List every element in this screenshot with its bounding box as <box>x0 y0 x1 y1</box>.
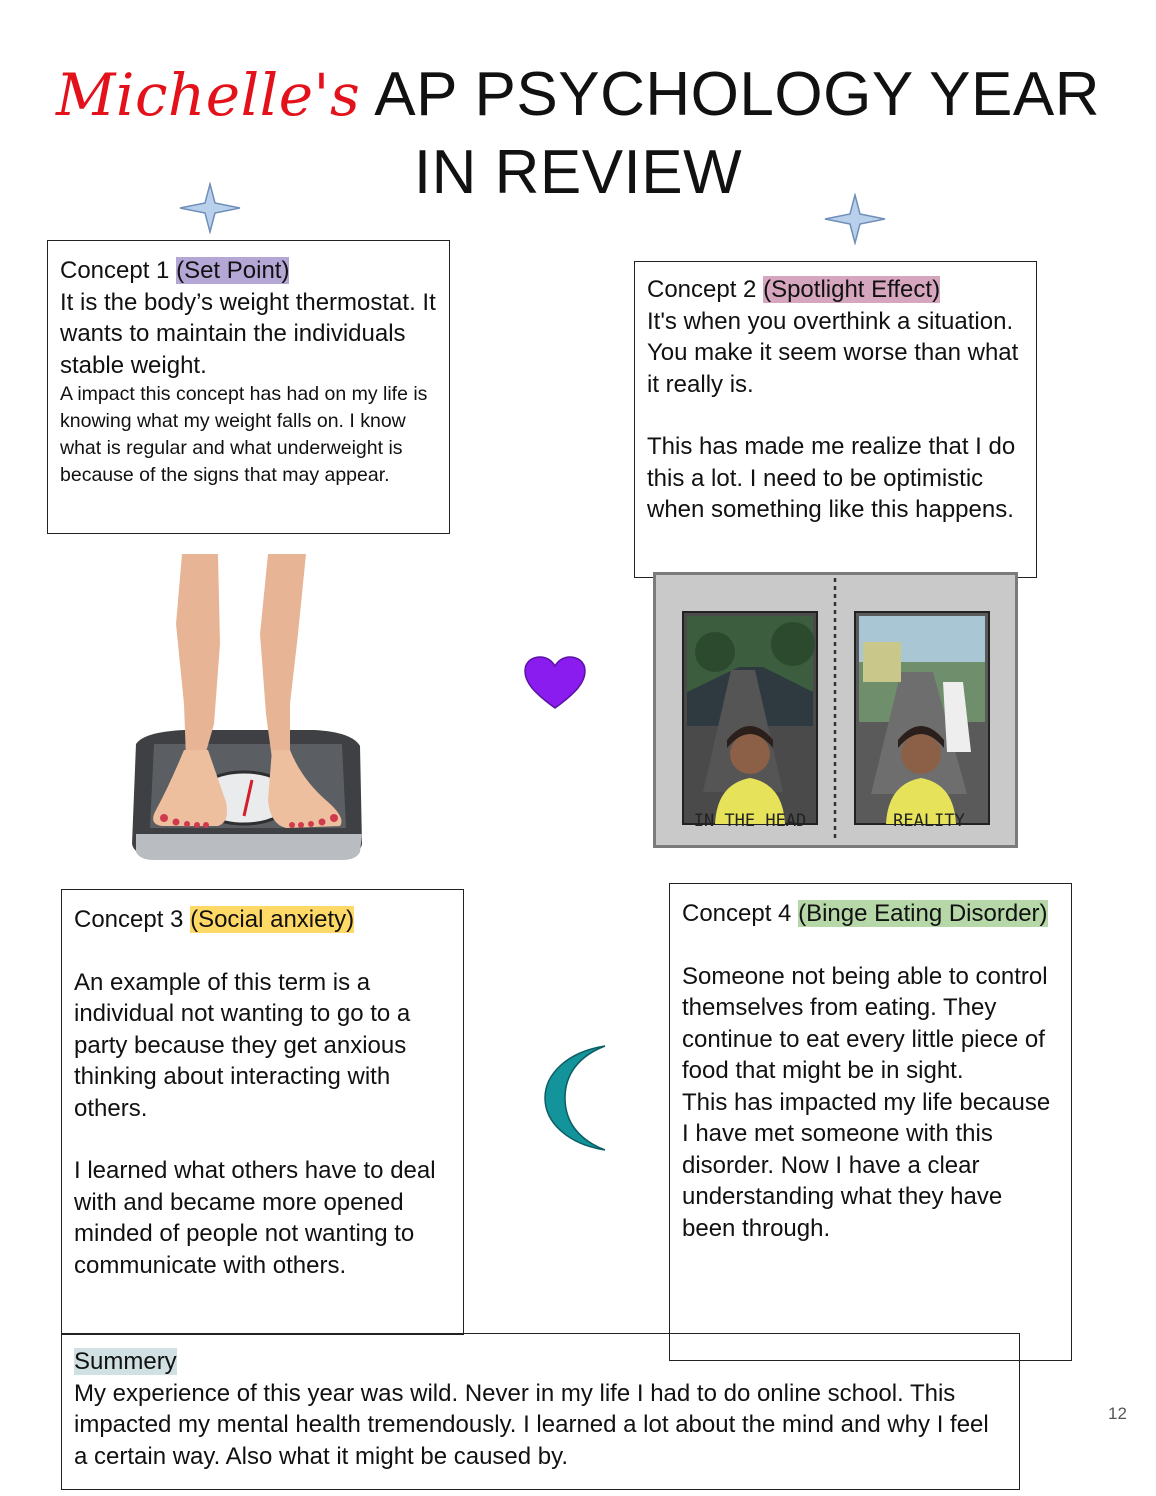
page-number: 12 <box>1108 1404 1127 1423</box>
concept-4-definition: Someone not being able to control themselves from eating. They continue to eat every little piece of food that might be in sight. <box>682 962 1048 1084</box>
star-icon <box>823 193 887 245</box>
concept-3-example: An example of this term is a individual not wanting to go to a party because they get anxious thinking about interacting with others. <box>74 968 411 1122</box>
concept-1-term: (Set Point) <box>176 257 290 284</box>
concept-1-definition: It is the body’s weight thermostat. It wants to maintain the individuals stable weight. <box>60 288 436 379</box>
concept-4-term: (Binge Eating Disorder) <box>798 900 1048 927</box>
concept-4-label: Concept 4 <box>682 900 792 927</box>
concept-1-box <box>47 240 450 534</box>
concept-2-label: Concept 2 <box>647 276 757 303</box>
concept-2-definition: It's when you overthink a situation. You make it seem worse than what it really is. <box>647 307 1019 398</box>
concept-2-box <box>634 261 1037 578</box>
summary-text: My experience of this year was wild. Never in my life I had to do online school. This impacted my mental health tremendously. I learned a lot about the mind and why I feel a certain way. Also what it might be caused by. <box>74 1379 989 1470</box>
title-line2: IN REVIEW <box>413 138 743 207</box>
summary-box <box>61 1333 1020 1490</box>
comic-right-caption: REALITY <box>893 811 965 831</box>
moon-icon <box>543 1044 609 1152</box>
concept-1-impact: A impact this concept has had on my life is knowing what my weight falls on. I know what is regular and what underweight is because of the signs that may appear. <box>60 383 428 486</box>
summary-label: Summery <box>74 1348 177 1375</box>
spotlight-comic-image <box>653 572 1018 848</box>
concept-3-term: (Social anxiety) <box>190 906 355 933</box>
star-icon <box>178 182 242 234</box>
concept-2-impact: This has made me realize that I do this a lot. I need to be optimistic when something like this happens. <box>647 433 1016 523</box>
comic-left-caption: IN THE HEAD <box>693 811 807 831</box>
concept-4-impact: This has impacted my life because I have met someone with this disorder. Now I have a clear understanding what they have been through. <box>682 1088 1051 1242</box>
concept-3-impact: I learned what others have to deal with and became more opened minded of people not wanting to communicate with others. <box>74 1157 436 1279</box>
page-title <box>0 56 1156 212</box>
concept-2-term: (Spotlight Effect) <box>763 276 941 303</box>
title-name: Michelle's <box>56 61 361 129</box>
concept-4-box <box>669 883 1072 1361</box>
title-line1: AP PSYCHOLOGY YEAR <box>374 60 1100 129</box>
heart-icon <box>523 656 587 710</box>
scale-feet-image <box>84 554 413 870</box>
concept-3-label: Concept 3 <box>74 906 184 933</box>
concept-3-box <box>61 889 464 1335</box>
concept-1-label: Concept 1 <box>60 257 170 284</box>
